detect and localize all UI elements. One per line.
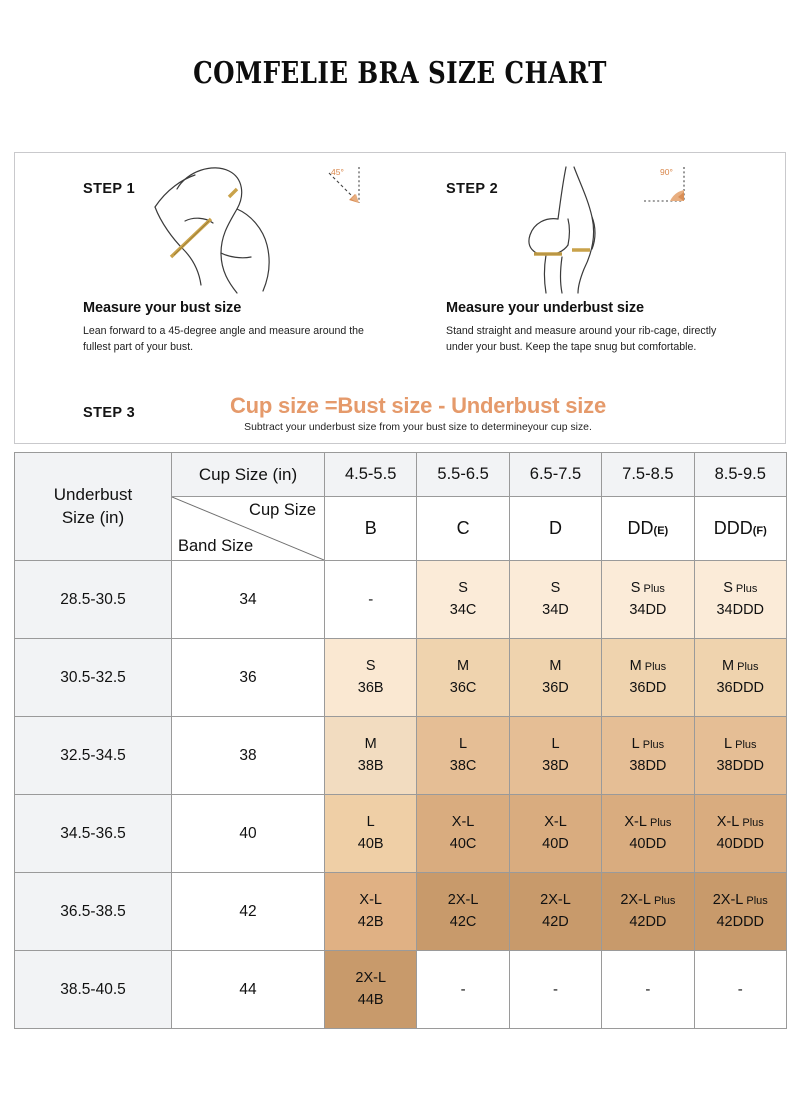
header-underbust [15,453,172,561]
header-cup-4-main: DDD [713,518,753,538]
header-cup-1-main: C [456,518,470,538]
step-2-label: STEP 2 [446,181,499,197]
size-letter: L [551,736,560,753]
bra-size-code: 34DDD [716,601,765,618]
bra-size-code: 40B [357,835,384,852]
bra-size-code: 40C [449,835,477,852]
size-plus-suffix: Plus [641,661,667,674]
header-cup-2-main: D [548,518,562,538]
size-cell [325,639,417,717]
size-letter: X-L [451,814,475,831]
angle-90-indicator [638,163,698,216]
size-letter: S Plus [630,580,665,597]
size-cell [417,717,509,795]
angle-45-text: 45° [331,167,344,177]
header-cup-0 [325,497,417,561]
size-cell [509,561,601,639]
header-underbust-line1: Underbust [53,485,133,505]
step-1-label: STEP 1 [83,181,136,197]
bra-size-code: 44B [357,991,384,1008]
bra-size-code: 34C [449,601,477,618]
header-range-0: 4.5-5.5 [325,453,417,497]
bra-size-code: 38D [542,757,569,774]
size-letter: X-L Plus [716,814,764,831]
bra-size-table [14,452,787,1029]
size-plus-suffix: Plus [739,817,764,830]
header-cup-1 [417,497,509,561]
bra-size-code: 36B [357,679,384,696]
header-cup-3 [602,497,694,561]
header-row-ranges [15,453,787,497]
size-letter: X-L [359,892,382,909]
bra-size-code: 40DDD [716,835,765,852]
header-cup-size-in: Cup Size (in) [172,453,325,497]
cup-size-formula: Cup size =Bust size - Underbust size [229,393,607,418]
size-plus-suffix: Plus [732,583,758,596]
bra-size-code: 36D [542,679,569,696]
size-cell-empty: - [694,951,786,1029]
header-range-2: 6.5-7.5 [509,453,601,497]
size-letter: 2X-L Plus [620,892,676,909]
size-cell [694,795,786,873]
size-plus-suffix: Plus [743,895,768,908]
bra-size-code: 36DDD [716,679,765,696]
angle-45-indicator [315,163,367,216]
size-cell [417,639,509,717]
step-1-body: Lean forward to a 45-degree angle and measure around the fullest part of your bust. [83,325,364,354]
size-cell [694,717,786,795]
header-cup-size-label: Cup Size [249,501,316,519]
header-range-4: 8.5-9.5 [694,453,786,497]
size-letter: 2X-L [447,892,479,909]
table-row [15,873,787,951]
header-cup-4 [694,497,786,561]
bra-size-code: 36DD [629,679,667,696]
step-2-body: Stand straight and measure around your rib-cage, directly under your bust. Keep the tape snug but comfortable. [446,325,717,354]
underbust-value: 28.5-30.5 [15,561,172,639]
size-plus-suffix: Plus [640,583,665,596]
steps-row [15,153,785,393]
bra-size-code: 42DDD [716,913,765,930]
header-cup-0-main: B [364,518,377,538]
step-2-column [400,153,785,393]
size-letter: L Plus [631,736,665,753]
size-letter: L [366,814,375,831]
size-letter: S Plus [723,580,758,597]
step-1-heading: Measure your bust size [83,300,242,316]
bust-measure-illustration [125,161,295,301]
size-cell [602,717,694,795]
underbust-value: 32.5-34.5 [15,717,172,795]
header-cup-3-sup: (E) [653,525,669,537]
underbust-value: 38.5-40.5 [15,951,172,1029]
size-cell [694,639,786,717]
table-row [15,561,787,639]
bra-size-code: 40DD [629,835,667,852]
bra-size-code: 36C [449,679,477,696]
band-size-value: 42 [172,873,325,951]
header-underbust-line2: Size (in) [61,507,125,527]
size-letter: M Plus [721,658,759,675]
size-cell [509,717,601,795]
cup-size-formula-note: Subtract your underbust size from your bust size to determineyour cup size. [244,422,592,433]
size-cell [694,873,786,951]
bra-size-code: 34DD [629,601,667,618]
size-letter: M [364,736,377,753]
instructions-panel [14,152,786,444]
size-letter: 2X-L Plus [712,892,768,909]
size-cell [602,795,694,873]
size-letter: 2X-L [355,970,387,987]
angle-90-text: 90° [660,167,673,177]
size-plus-suffix: Plus [650,895,676,908]
table-row [15,717,787,795]
underbust-value: 30.5-32.5 [15,639,172,717]
band-size-value: 36 [172,639,325,717]
header-range-3: 7.5-8.5 [602,453,694,497]
header-cup-4-sup: (F) [752,525,767,537]
table-row [15,639,787,717]
size-plus-suffix: Plus [734,661,759,674]
header-band-size-label: Band Size [178,537,254,555]
bra-size-code: 40D [542,835,569,852]
size-cell [417,561,509,639]
size-letter: M [457,658,470,675]
size-cell [325,795,417,873]
size-plus-suffix: Plus [646,817,672,830]
size-plus-suffix: Plus [732,739,757,752]
size-cell-empty: - [602,951,694,1029]
size-cell [602,561,694,639]
step-2-heading: Measure your underbust size [446,300,644,316]
bra-size-code: 38C [449,757,477,774]
size-cell [602,639,694,717]
size-letter: M Plus [629,658,667,675]
bra-size-code: 38DD [629,757,667,774]
page-title: COMFELIE BRA SIZE CHART [193,56,607,91]
underbust-value: 34.5-36.5 [15,795,172,873]
bra-size-code: 42D [542,913,569,930]
size-letter: S [458,580,468,597]
size-cell [694,561,786,639]
size-cell [509,639,601,717]
table-body [15,561,787,1029]
underbust-measure-illustration [500,161,630,301]
size-cell [509,873,601,951]
size-cell [417,873,509,951]
band-size-value: 44 [172,951,325,1029]
size-letter: 2X-L [540,892,571,909]
size-letter: X-L [544,814,567,831]
size-cell [602,873,694,951]
band-size-value: 40 [172,795,325,873]
bra-size-code: 38DDD [716,757,765,774]
size-letter: S [550,580,561,597]
step-1-column [15,153,400,393]
header-cup-2 [509,497,601,561]
bra-size-code: 42B [357,913,384,930]
size-cell [509,795,601,873]
size-cell [325,873,417,951]
header-range-1: 5.5-6.5 [417,453,509,497]
size-cell-empty: - [509,951,601,1029]
size-letter: L Plus [723,736,757,753]
size-letter: S [365,658,376,675]
size-cell [325,951,417,1029]
step-3-row [15,391,785,445]
size-cell-empty: - [417,951,509,1029]
table-row [15,795,787,873]
step-3-label: STEP 3 [83,405,136,421]
bra-size-code: 38B [357,757,384,774]
header-cup-band-split [172,497,325,561]
size-letter: X-L Plus [624,814,672,831]
size-letter: L [459,736,468,753]
table-head [15,453,787,561]
bra-size-code: 34D [542,601,569,618]
band-size-value: 34 [172,561,325,639]
band-size-value: 38 [172,717,325,795]
bra-size-code: 42DD [629,913,667,930]
size-cell-empty: - [325,561,417,639]
bra-size-code: 42C [449,913,477,930]
header-cup-3-main: DD [627,518,654,538]
underbust-value: 36.5-38.5 [15,873,172,951]
size-plus-suffix: Plus [639,739,665,752]
table-row [15,951,787,1029]
size-cell [417,795,509,873]
size-letter: M [549,658,562,675]
size-cell [325,717,417,795]
